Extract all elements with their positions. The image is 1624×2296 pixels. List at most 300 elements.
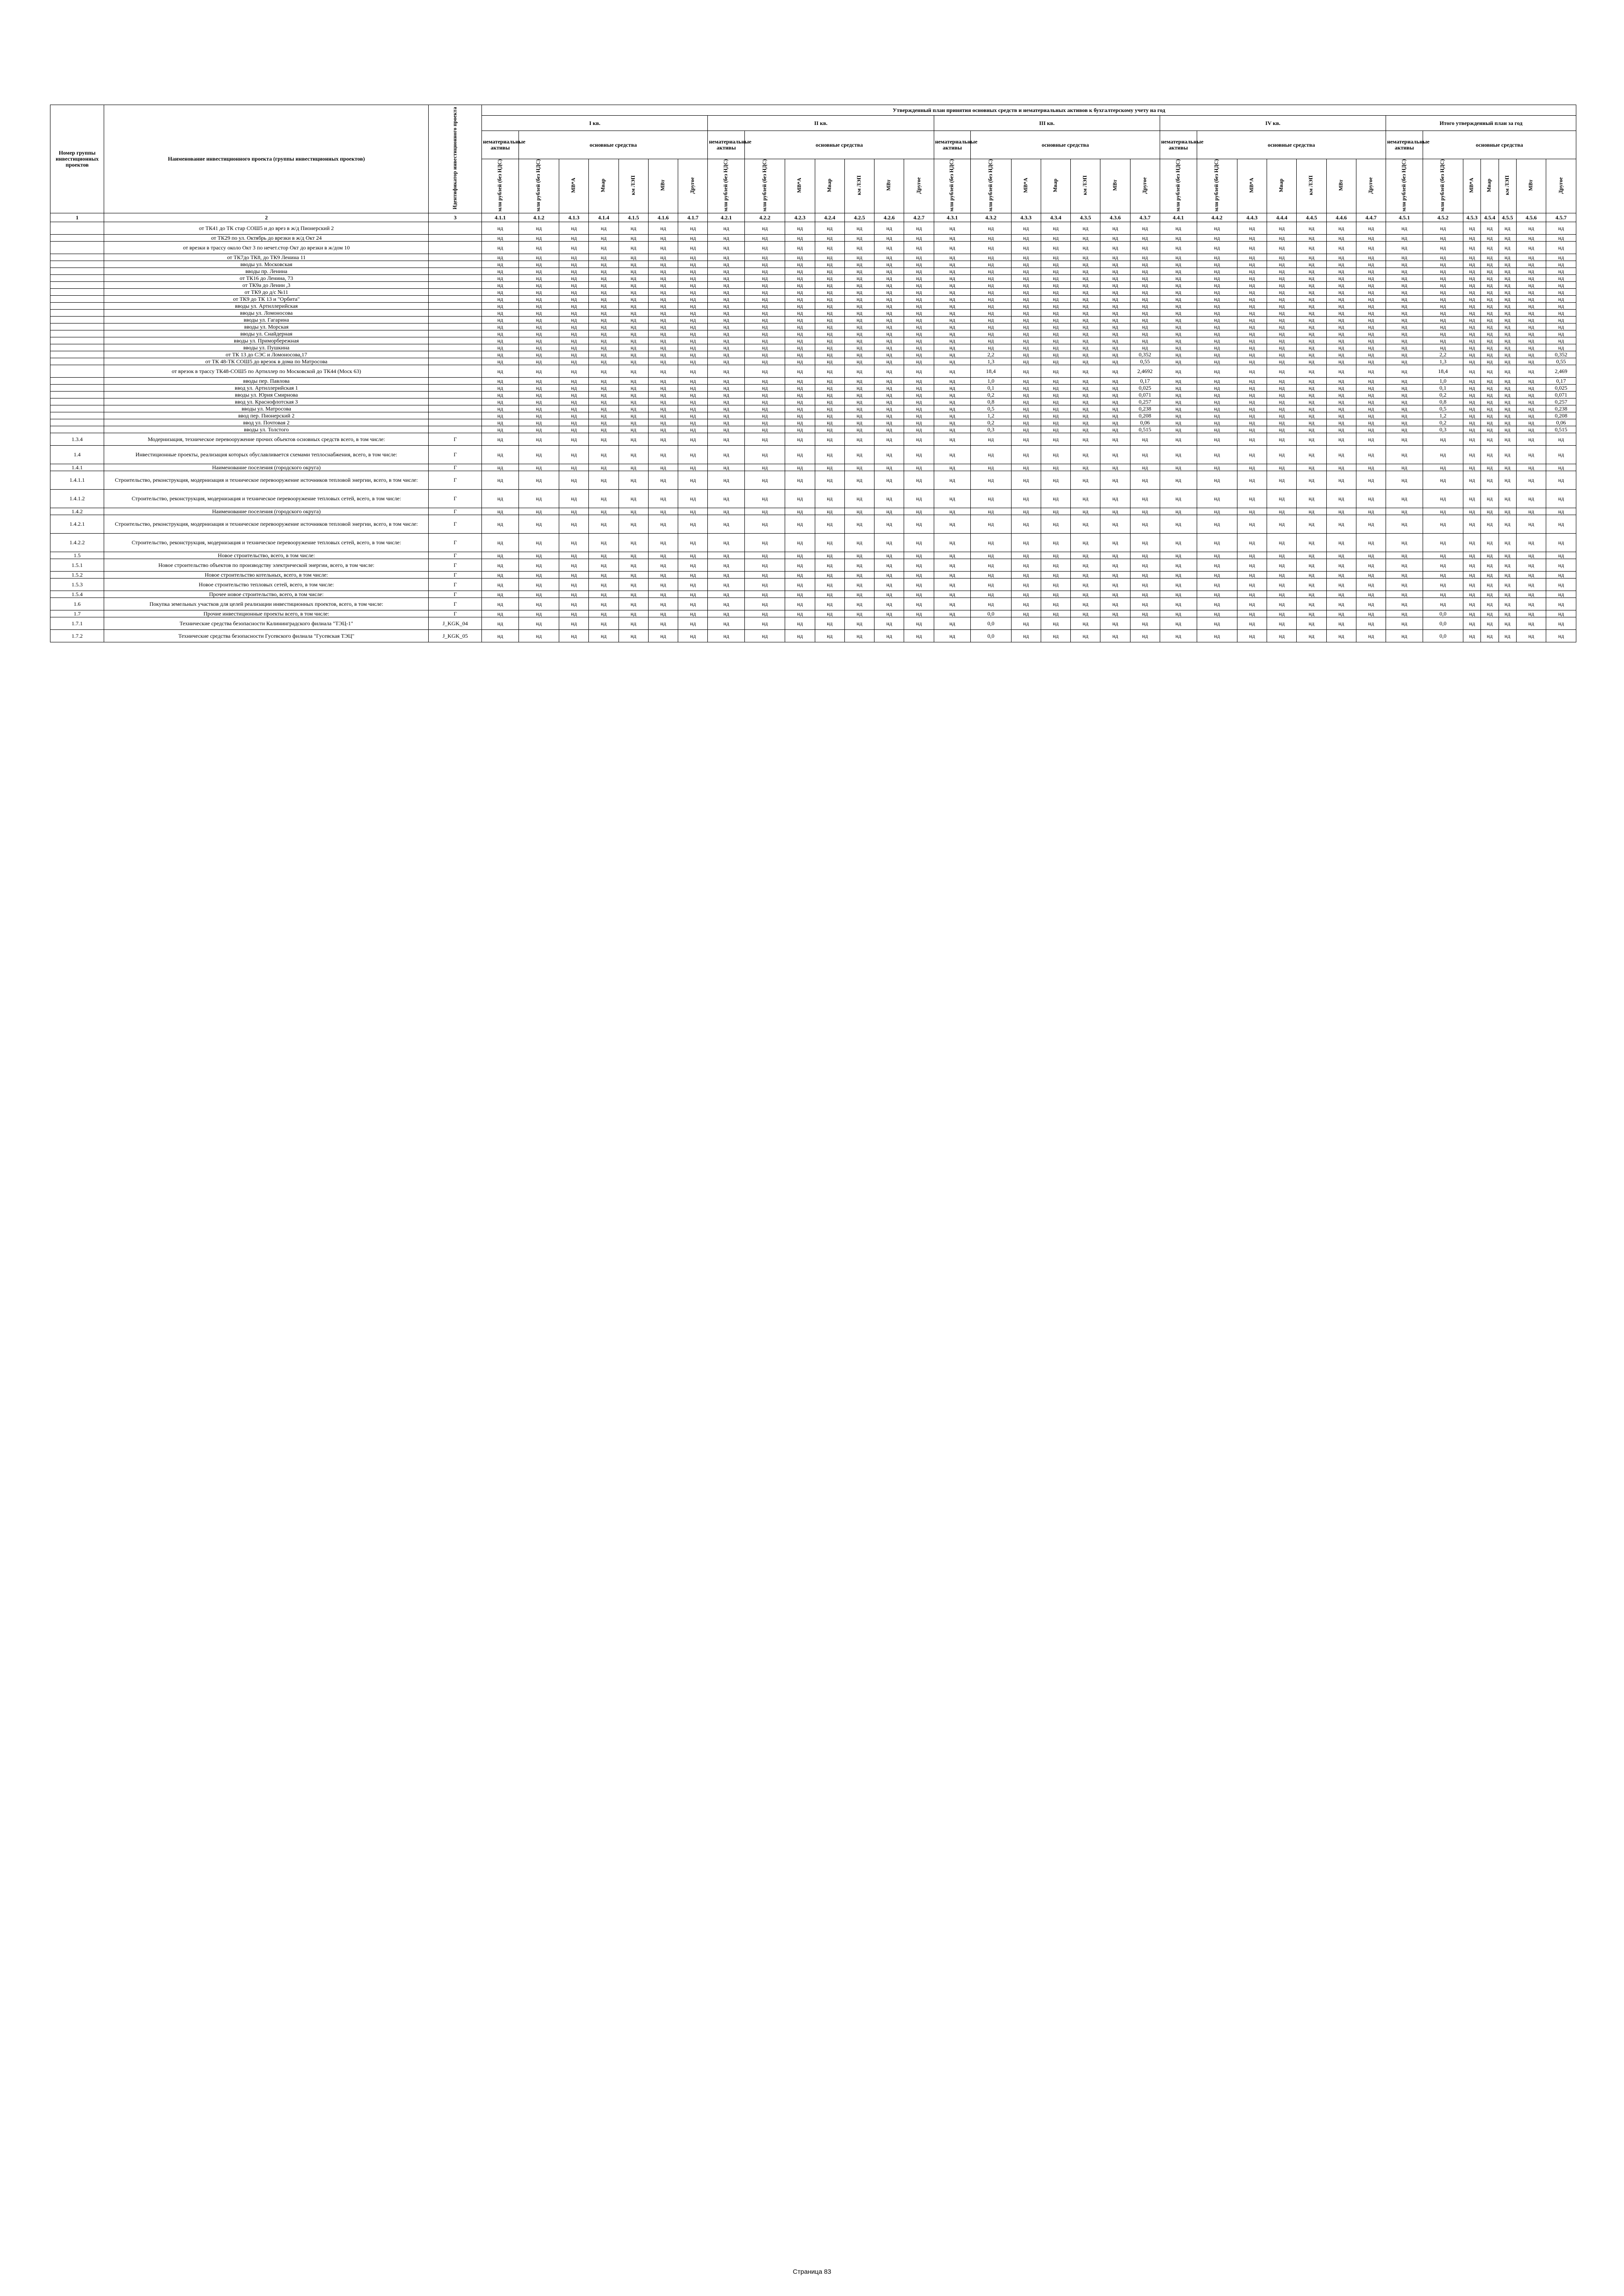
cell-value: нд [1267, 446, 1297, 464]
cell-value: нд [1237, 405, 1267, 412]
cell-value: нд [1516, 289, 1546, 296]
cell-value: нд [904, 419, 934, 426]
cell-value: нд [904, 591, 934, 598]
cell-value: нд [745, 282, 785, 289]
header-unit-label: Мвар [826, 178, 832, 193]
cell-value: нд [745, 261, 785, 268]
column-number: 4.4.7 [1356, 213, 1386, 222]
plan-table [50, 105, 1576, 642]
cell-value: нд [648, 310, 678, 317]
cell-value: нд [844, 405, 874, 412]
cell-value: нд [1130, 235, 1160, 242]
column-number: 4.5.7 [1546, 213, 1576, 222]
cell-value: нд [1267, 282, 1297, 289]
cell-value: нд [1297, 337, 1326, 344]
cell-value: нд [589, 378, 618, 385]
row-project-name: ввод ул. Артиллерийская 1 [104, 385, 429, 392]
cell-value: нд [1041, 490, 1070, 508]
cell-value: нд [1516, 303, 1546, 310]
cell-value: нд [815, 261, 844, 268]
cell-value: нд [678, 591, 708, 598]
cell-value: нд [1130, 591, 1160, 598]
cell-value: нд [874, 275, 904, 282]
cell-value: 0,071 [1130, 392, 1160, 398]
cell-value: нд [1237, 242, 1267, 254]
cell-value: нд [1463, 515, 1481, 534]
cell-value: нд [1041, 515, 1070, 534]
cell-value: нд [559, 471, 589, 490]
column-number: 4.2.5 [844, 213, 874, 222]
cell-value: нд [589, 617, 618, 630]
cell-value: нд [1071, 330, 1100, 337]
cell-value: нд [1130, 559, 1160, 572]
cell-value: нд [518, 261, 559, 268]
cell-value: нд [678, 426, 708, 433]
table-row [50, 268, 1576, 275]
cell-value: нд [1041, 579, 1070, 591]
cell-value: нд [1160, 344, 1197, 351]
cell-value: нд [1100, 351, 1130, 358]
column-number: 4.3.5 [1071, 213, 1100, 222]
cell-value: нд [1481, 508, 1499, 515]
cell-value: нд [815, 398, 844, 405]
cell-value: нд [1326, 275, 1356, 282]
cell-value: нд [1326, 385, 1356, 392]
cell-value: нд [1423, 330, 1463, 337]
cell-value: нд [1011, 351, 1041, 358]
cell-value: нд [1197, 235, 1237, 242]
cell-value: нд [1041, 317, 1070, 324]
cell-value: нд [745, 405, 785, 412]
cell-value: нд [1100, 317, 1130, 324]
row-project-id: Г [429, 552, 482, 559]
row-project-name: вводы ул. Юрия Смирнова [104, 392, 429, 398]
cell-value: нд [1011, 310, 1041, 317]
table-row [50, 433, 1576, 446]
cell-value: нд [1197, 330, 1237, 337]
cell-value: нд [1546, 610, 1576, 617]
table-row [50, 242, 1576, 254]
cell-value: нд [559, 254, 589, 261]
cell-value: нд [648, 358, 678, 365]
cell-value: нд [874, 617, 904, 630]
cell-value: нд [678, 351, 708, 358]
header-unit-label: МВт [1338, 180, 1344, 191]
cell-value: нд [1356, 412, 1386, 419]
cell-value: нд [1130, 610, 1160, 617]
cell-value: нд [618, 378, 648, 385]
cell-value: нд [1297, 552, 1326, 559]
cell-value: нд [1041, 254, 1070, 261]
cell-value: нд [518, 310, 559, 317]
cell-value: нд [1041, 235, 1070, 242]
cell-value: нд [618, 344, 648, 351]
cell-value: нд [934, 351, 971, 358]
cell-value: нд [1481, 392, 1499, 398]
cell-value: нд [1499, 385, 1516, 392]
cell-value: нд [1011, 579, 1041, 591]
cell-value: нд [1041, 464, 1070, 471]
cell-value: нд [1237, 471, 1267, 490]
cell-value: нд [708, 330, 745, 337]
column-number: 4.1.7 [678, 213, 708, 222]
cell-value: нд [1499, 572, 1516, 579]
cell-value: нд [1499, 471, 1516, 490]
cell-value: нд [1237, 591, 1267, 598]
row-group-number [50, 426, 104, 433]
cell-value: нд [934, 344, 971, 351]
row-project-id [429, 222, 482, 235]
cell-value: нд [934, 282, 971, 289]
plan-table-sheet [50, 105, 1576, 642]
table-row [50, 515, 1576, 534]
table-row [50, 303, 1576, 310]
cell-value: нд [1237, 344, 1267, 351]
cell-value: нд [589, 324, 618, 330]
cell-value: нд [1423, 222, 1463, 235]
cell-value: нд [1041, 385, 1070, 392]
cell-value: нд [708, 310, 745, 317]
header-unit-label: Другое [1558, 177, 1564, 194]
cell-value: нд [904, 572, 934, 579]
cell-value: нд [518, 351, 559, 358]
column-number: 4.5.1 [1386, 213, 1423, 222]
cell-value: нд [1463, 412, 1481, 419]
cell-value: нд [1041, 296, 1070, 303]
cell-value: нд [1499, 630, 1516, 642]
cell-value: нд [1297, 385, 1326, 392]
cell-value: нд [1197, 572, 1237, 579]
cell-value: нд [1197, 471, 1237, 490]
cell-value: нд [934, 405, 971, 412]
cell-value: нд [904, 508, 934, 515]
cell-value: нд [708, 446, 745, 464]
cell-value: нд [874, 598, 904, 610]
row-project-id [429, 419, 482, 426]
cell-value: нд [1297, 591, 1326, 598]
cell-value: нд [1160, 254, 1197, 261]
cell-value: нд [874, 464, 904, 471]
cell-value: 0,3 [1423, 426, 1463, 433]
cell-value: нд [1516, 490, 1546, 508]
cell-value: нд [904, 378, 934, 385]
cell-value: нд [518, 412, 559, 419]
cell-value: нд [708, 598, 745, 610]
cell-value: нд [1386, 392, 1423, 398]
cell-value: нд [648, 464, 678, 471]
cell-value: нд [785, 303, 815, 310]
cell-value: нд [1546, 296, 1576, 303]
cell-value: нд [1516, 508, 1546, 515]
cell-value: нд [785, 490, 815, 508]
cell-value: нд [589, 515, 618, 534]
row-group-number [50, 385, 104, 392]
cell-value: нд [1546, 471, 1576, 490]
cell-value: нд [648, 268, 678, 275]
cell-value: нд [745, 337, 785, 344]
cell-value: нд [1237, 552, 1267, 559]
cell-value: нд [1071, 351, 1100, 358]
cell-value: 0,0 [971, 610, 1011, 617]
cell-value: нд [874, 254, 904, 261]
cell-value: нд [1481, 398, 1499, 405]
cell-value: нд [1100, 630, 1130, 642]
cell-value: нд [518, 303, 559, 310]
cell-value: нд [815, 610, 844, 617]
cell-value: нд [589, 508, 618, 515]
cell-value: нд [1237, 310, 1267, 317]
cell-value: нд [1499, 282, 1516, 289]
cell-value: нд [785, 591, 815, 598]
cell-value: нд [1499, 490, 1516, 508]
cell-value: нд [1356, 344, 1386, 351]
cell-value: нд [874, 591, 904, 598]
cell-value: нд [1130, 282, 1160, 289]
row-project-name: Строительство, реконструкция, модернизация и техническое перевооружение тепловых сетей, всего, в том числе: [104, 490, 429, 508]
cell-value: нд [559, 392, 589, 398]
cell-value: нд [1041, 559, 1070, 572]
cell-value: нд [1011, 617, 1041, 630]
cell-value: нд [971, 268, 1011, 275]
cell-value: нд [904, 490, 934, 508]
header-unit-label: МВт [886, 180, 892, 191]
cell-value: нд [1386, 591, 1423, 598]
cell-value: нд [785, 610, 815, 617]
cell-value: нд [934, 235, 971, 242]
cell-value: нд [745, 617, 785, 630]
cell-value: нд [1071, 598, 1100, 610]
cell-value: нд [1516, 591, 1546, 598]
cell-value: нд [1499, 351, 1516, 358]
cell-value: нд [1386, 254, 1423, 261]
cell-value: нд [1197, 385, 1237, 392]
cell-value: нд [971, 598, 1011, 610]
cell-value: нд [589, 610, 618, 617]
cell-value: нд [1516, 222, 1546, 235]
cell-value: нд [844, 552, 874, 559]
cell-value: нд [934, 324, 971, 330]
header-project-id-label: Идентификатор инвестиционного проекта [452, 107, 458, 210]
cell-value: нд [1267, 464, 1297, 471]
cell-value: нд [1041, 358, 1070, 365]
cell-value: нд [1237, 275, 1267, 282]
table-row [50, 559, 1576, 572]
cell-value: нд [1499, 324, 1516, 330]
cell-value: нд [648, 330, 678, 337]
cell-value: нд [482, 552, 519, 559]
cell-value: нд [1499, 337, 1516, 344]
cell-value: нд [1011, 344, 1041, 351]
cell-value: нд [1237, 617, 1267, 630]
cell-value: нд [1197, 303, 1237, 310]
cell-value: нд [1237, 282, 1267, 289]
cell-value: нд [971, 296, 1011, 303]
cell-value: нд [844, 296, 874, 303]
cell-value: нд [1481, 344, 1499, 351]
cell-value: нд [589, 337, 618, 344]
row-project-name: ввод ул. Почтовая 2 [104, 419, 429, 426]
header-unit [874, 159, 904, 213]
cell-value: нд [1423, 235, 1463, 242]
cell-value: нд [815, 337, 844, 344]
cell-value: нд [589, 446, 618, 464]
row-group-number [50, 275, 104, 282]
row-project-id: Г [429, 433, 482, 446]
header-unit-label: МВ*А [1469, 178, 1475, 193]
cell-value: нд [708, 398, 745, 405]
header-fixed-assets: основные средства [745, 131, 934, 159]
cell-value: нд [1130, 508, 1160, 515]
row-project-id [429, 324, 482, 330]
row-group-number [50, 358, 104, 365]
cell-value: нд [1423, 324, 1463, 330]
header-intangible-assets: нематериальные активы [708, 131, 745, 159]
cell-value: нд [559, 337, 589, 344]
cell-value: нд [971, 310, 1011, 317]
cell-value: нд [678, 289, 708, 296]
cell-value: 0,238 [1130, 405, 1160, 412]
cell-value: нд [708, 579, 745, 591]
cell-value: нд [1100, 303, 1130, 310]
cell-value: нд [1546, 344, 1576, 351]
header-unit [785, 159, 815, 213]
cell-value: нд [785, 534, 815, 552]
cell-value: нд [1386, 398, 1423, 405]
cell-value: нд [708, 464, 745, 471]
cell-value: нд [1071, 378, 1100, 385]
column-number: 1 [50, 213, 104, 222]
cell-value: нд [1481, 559, 1499, 572]
cell-value: нд [1356, 398, 1386, 405]
cell-value: нд [1297, 289, 1326, 296]
cell-value: нд [1071, 242, 1100, 254]
cell-value: нд [844, 385, 874, 392]
cell-value: нд [518, 392, 559, 398]
cell-value: нд [618, 261, 648, 268]
cell-value: нд [1516, 324, 1546, 330]
cell-value: нд [1423, 598, 1463, 610]
cell-value: 0,2 [971, 419, 1011, 426]
cell-value: нд [1326, 330, 1356, 337]
cell-value: нд [844, 358, 874, 365]
cell-value: нд [934, 268, 971, 275]
cell-value: нд [1463, 275, 1481, 282]
table-row [50, 358, 1576, 365]
cell-value: нд [1267, 433, 1297, 446]
cell-value: нд [971, 446, 1011, 464]
cell-value: нд [1011, 412, 1041, 419]
cell-value: нд [648, 235, 678, 242]
cell-value: нд [678, 385, 708, 392]
cell-value: нд [518, 385, 559, 392]
cell-value: нд [1011, 630, 1041, 642]
header-unit-label: км ЛЭП [1504, 175, 1510, 195]
cell-value: нд [1197, 426, 1237, 433]
cell-value: нд [785, 289, 815, 296]
cell-value: нд [874, 572, 904, 579]
row-project-name: Строительство, реконструкция, модернизация и техническое перевооружение тепловых сетей, всего, в том числе: [104, 534, 429, 552]
cell-value: нд [1297, 610, 1326, 617]
cell-value: нд [1130, 222, 1160, 235]
cell-value: нд [844, 508, 874, 515]
cell-value: 0,257 [1130, 398, 1160, 405]
cell-value: 0,2 [1423, 392, 1463, 398]
column-number: 4.3.1 [934, 213, 971, 222]
cell-value: нд [678, 412, 708, 419]
cell-value: 0,025 [1130, 385, 1160, 392]
cell-value: нд [1516, 358, 1546, 365]
cell-value: нд [1160, 296, 1197, 303]
cell-value: нд [874, 398, 904, 405]
cell-value: нд [745, 419, 785, 426]
table-row [50, 330, 1576, 337]
cell-value: нд [971, 534, 1011, 552]
cell-value: нд [745, 222, 785, 235]
cell-value: нд [971, 591, 1011, 598]
cell-value: нд [482, 559, 519, 572]
cell-value: нд [874, 419, 904, 426]
cell-value: нд [1326, 235, 1356, 242]
cell-value: нд [934, 464, 971, 471]
cell-value: нд [678, 598, 708, 610]
cell-value: нд [844, 324, 874, 330]
cell-value: нд [1463, 392, 1481, 398]
cell-value: нд [1011, 378, 1041, 385]
cell-value: нд [1463, 433, 1481, 446]
cell-value: нд [1237, 324, 1267, 330]
cell-value: нд [1237, 351, 1267, 358]
cell-value: нд [1160, 630, 1197, 642]
cell-value: нд [1071, 261, 1100, 268]
cell-value: 0,06 [1130, 419, 1160, 426]
cell-value: нд [1071, 617, 1100, 630]
cell-value: 0,5 [971, 405, 1011, 412]
row-project-name: Покупка земельных участков для целей реализации инвестиционных проектов, всего, в том числе: [104, 598, 429, 610]
cell-value: нд [518, 235, 559, 242]
cell-value: нд [844, 222, 874, 235]
cell-value: нд [1423, 317, 1463, 324]
row-group-number [50, 392, 104, 398]
cell-value: нд [1423, 268, 1463, 275]
cell-value: нд [1197, 282, 1237, 289]
cell-value: нд [1071, 289, 1100, 296]
cell-value: нд [618, 630, 648, 642]
cell-value: нд [482, 617, 519, 630]
cell-value: нд [934, 289, 971, 296]
row-project-id [429, 426, 482, 433]
cell-value: нд [874, 242, 904, 254]
cell-value: нд [1011, 490, 1041, 508]
cell-value: нд [482, 337, 519, 344]
cell-value: нд [874, 282, 904, 289]
cell-value: нд [678, 365, 708, 378]
cell-value: нд [745, 552, 785, 559]
cell-value: нд [589, 385, 618, 392]
cell-value: нд [745, 433, 785, 446]
cell-value: нд [844, 471, 874, 490]
cell-value: нд [559, 534, 589, 552]
column-number: 4.2.7 [904, 213, 934, 222]
cell-value: нд [559, 579, 589, 591]
cell-value: нд [708, 617, 745, 630]
cell-value: нд [1516, 242, 1546, 254]
cell-value: нд [678, 303, 708, 310]
cell-value: нд [1546, 289, 1576, 296]
cell-value: нд [1011, 324, 1041, 330]
row-group-number [50, 235, 104, 242]
cell-value: нд [559, 324, 589, 330]
cell-value: нд [648, 598, 678, 610]
